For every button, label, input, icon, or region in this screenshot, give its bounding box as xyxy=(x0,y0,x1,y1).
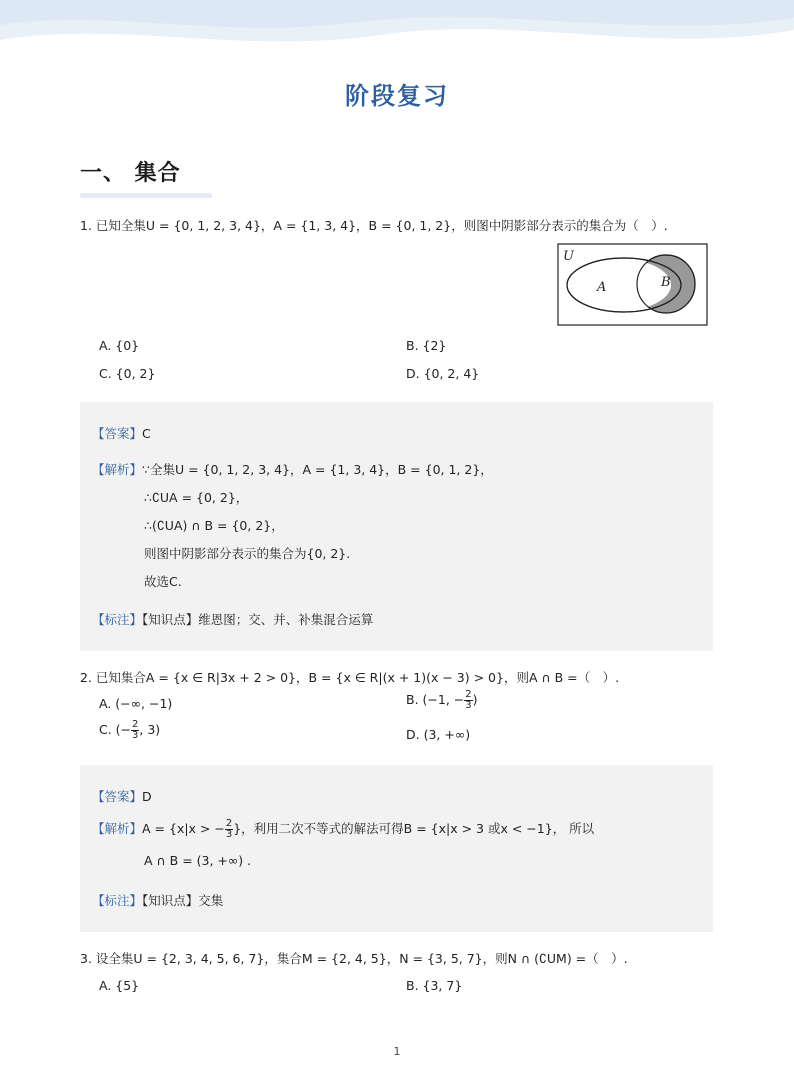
q3-option-a: A. {5} xyxy=(99,978,140,993)
venn-label-a: A xyxy=(597,280,607,295)
section-heading: 一、 集合 xyxy=(80,161,181,186)
q1-analysis-row-3 xyxy=(144,516,284,534)
q1-note-row xyxy=(92,610,373,628)
q1-option-a: A. {0} xyxy=(99,338,140,353)
q2-answer-box xyxy=(80,765,713,932)
q2-analysis-row-1: 【解析】A = {x|x > − $\frac{2}{3}$ }，利用二次不等式的解法可得B = {x|x > 3 或x < −1}， 所以 xyxy=(92,818,595,840)
q2-answer-row xyxy=(92,787,152,805)
q2-answer-value: D xyxy=(142,789,152,804)
note-label: 【标注】 xyxy=(92,612,143,627)
q1-analysis-complement-b: ∴(∁ xyxy=(144,518,165,533)
q1-option-c: C. {0, 2} xyxy=(99,366,156,381)
note-label: 【标注】 xyxy=(92,893,143,908)
page-number: 1 xyxy=(393,1045,401,1058)
q3-option-b: B. {3, 7} xyxy=(406,978,463,993)
q2-option-a: A. (−∞, −1) xyxy=(99,696,173,711)
q1-analysis-row-5: 故选C. xyxy=(144,574,182,589)
answer-label: 【答案】 xyxy=(92,426,143,441)
q1-option-d: D. {0, 2, 4} xyxy=(406,366,480,381)
q1-answer-row xyxy=(92,424,151,442)
q1-note-value: 【知识点】维恩图；交、并、补集混合运算 xyxy=(142,612,374,627)
answer-label: 【答案】 xyxy=(92,789,143,804)
q1-analysis-row-2 xyxy=(144,488,248,506)
q1-analysis-complement-a: ∴∁ xyxy=(144,490,160,505)
venn-label-u: U xyxy=(563,249,574,264)
q1-analysis-line-2: UA = {0, 2}， xyxy=(159,490,249,505)
q2-analysis-row-2: A ∩ B = (3, +∞) . xyxy=(144,853,252,868)
fraction: $\frac{2}{3}$ xyxy=(465,689,472,711)
question-2-stem: 2. 已知集合A = {x ∈ R|3x + 2 > 0}，B = {x ∈ R|(x + 1)(x − 3) > 0}，则A ∩ B =（ ）. xyxy=(80,670,620,685)
q1-analysis-row-1 xyxy=(92,460,493,478)
q2-option-c: C. (− $\frac{2}{3}$ , 3) xyxy=(99,719,161,741)
q1-answer-box xyxy=(80,402,713,651)
q2-option-b: B. (−1, − $\frac{2}{3}$ ) xyxy=(406,689,478,711)
q1-answer-value: C xyxy=(142,426,151,441)
venn-diagram xyxy=(557,243,708,326)
page-title: 阶段复习 xyxy=(345,82,449,110)
fraction: $\frac{2}{3}$ xyxy=(132,719,139,741)
q1-analysis-line-3: UA) ∩ B = {0, 2}， xyxy=(164,518,284,533)
q1-analysis-row-4: 则图中阴影部分表示的集合为{0, 2}. xyxy=(144,546,351,561)
q2-note-row xyxy=(92,891,223,909)
header-wave-decoration xyxy=(0,0,794,60)
q1-analysis-line-1: ∵全集U = {0, 1, 2, 3, 4}，A = {1, 3, 4}，B = {0, 1, 2}， xyxy=(142,462,493,477)
analysis-label: 【解析】 xyxy=(92,821,143,836)
question-1-stem: 1. 已知全集U = {0, 1, 2, 3, 4}，A = {1, 3, 4}，B = {0, 1, 2}，则图中阴影部分表示的集合为（ ）. xyxy=(80,218,668,233)
q1-option-b: B. {2} xyxy=(406,338,447,353)
venn-label-b: B xyxy=(661,275,671,290)
q2-option-d: D. (3, +∞) xyxy=(406,727,471,742)
question-3-stem: 3. 设全集U = {2, 3, 4, 5, 6, 7}，集合M = {2, 4, 5}，N = {3, 5, 7}，则N ∩ (∁UM) =（ ）. xyxy=(80,951,628,966)
analysis-label: 【解析】 xyxy=(92,462,143,477)
section-underline xyxy=(80,193,212,198)
fraction: $\frac{2}{3}$ xyxy=(225,818,233,840)
q2-note-value: 【知识点】交集 xyxy=(142,893,224,908)
